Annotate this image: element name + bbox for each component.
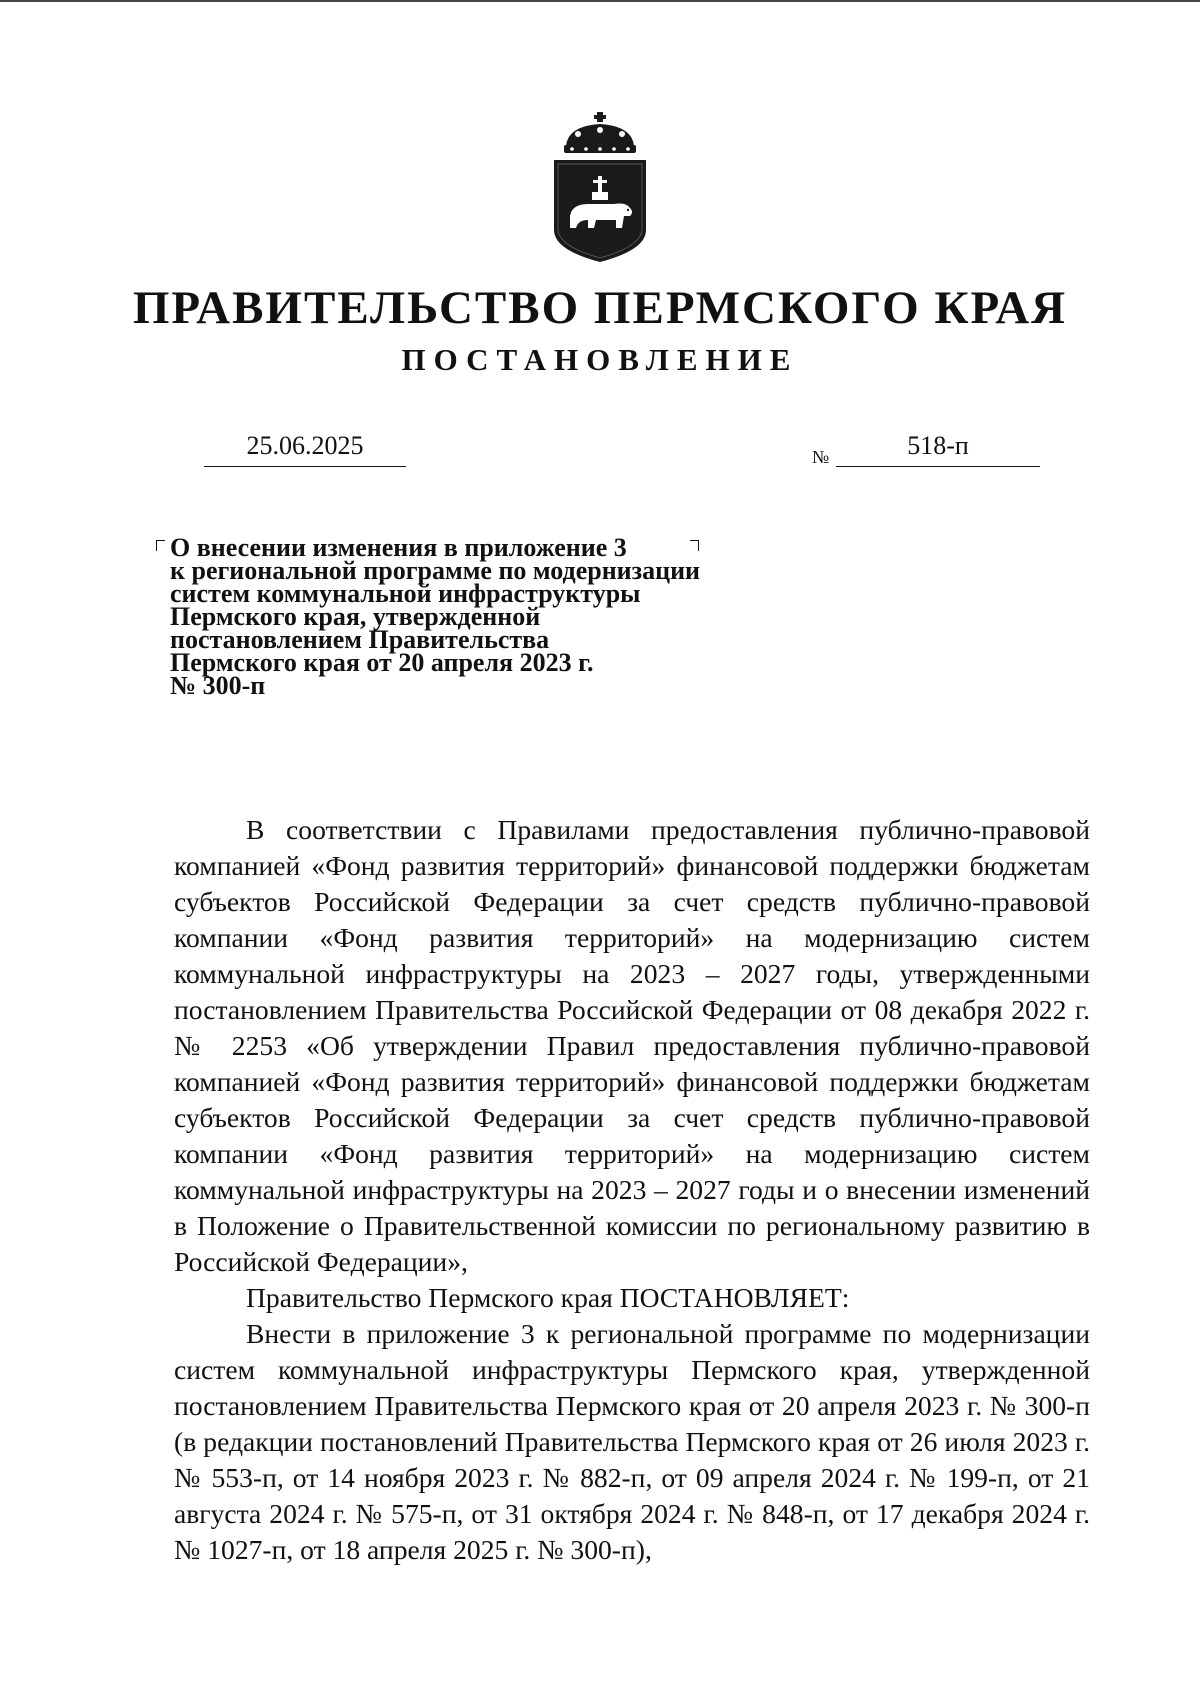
document-subject: О внесении изменения в приложение 3 к региональной программе по модернизации систем коммунальной инфраструктуры Пермского края, утвержденной постановлением Правительства Пермского края от 20 апреля 2023 г. № 300-п xyxy=(170,533,701,700)
document-number-field xyxy=(812,426,1040,468)
organization-title: ПРАВИТЕЛЬСТВО ПЕРМСКОГО КРАЯ xyxy=(132,282,1068,334)
document-subject-block xyxy=(158,533,798,700)
body-paragraph: Внести в приложение 3 к региональной программе по модернизации систем коммунальной инфраструктуры Пермского края, утвержденной постановлением Правительства Пермского края от 20 апреля 2023 г. № 300-п (в редакции постановлений Правительства Пермского края от 26 июля 2023 г. № 553-п, от 14 ноября 2023 г. № 882-п, от 09 апреля 2024 г. № 199-п, от 21 августа 2024 г. № 575-п, от 31 октября 2024 г. № 848-п, от 17 декабря 2024 г. № 1027-п, от 18 апреля 2025 г. № 300-п), xyxy=(174,1318,1090,1565)
coat-of-arms-icon xyxy=(548,112,652,264)
document-number: 518-п xyxy=(836,426,1040,467)
document-date: 25.06.2025 xyxy=(204,426,406,467)
body-paragraph-decree: Правительство Пермского края ПОСТАНОВЛЯЕТ: xyxy=(246,1282,850,1313)
number-sign: № xyxy=(812,447,830,467)
document-type: ПОСТАНОВЛЕНИЕ xyxy=(401,342,799,377)
corner-bracket-left-icon xyxy=(156,540,165,551)
corner-bracket-right-icon xyxy=(690,540,699,551)
crown-icon xyxy=(564,112,636,153)
document-body xyxy=(174,812,1090,1568)
body-paragraph: В соответствии с Правилами предоставления публично-правовой компанией «Фонд развития территорий» финансовой поддержки бюджетам субъектов Российской Федерации за счет средств публично-правовой компании «Фонд развития территорий» на модернизацию систем коммунальной инфраструктуры на 2023 – 2027 годы, утвержденными постановлением Правительства Российской Федерации от 08 декабря 2022 г. № 2253 «Об утверждении Правил предоставления публично-правовой компанией «Фонд развития территорий» финансовой поддержки бюджетам субъектов Российской Федерации за счет средств публично-правовой компании «Фонд развития территорий» на модернизацию систем коммунальной инфраструктуры на 2023 – 2027 годы и о внесении изменений в Положение о Правительственной комиссии по региональному развитию в Российской Федерации», xyxy=(174,814,1090,1277)
